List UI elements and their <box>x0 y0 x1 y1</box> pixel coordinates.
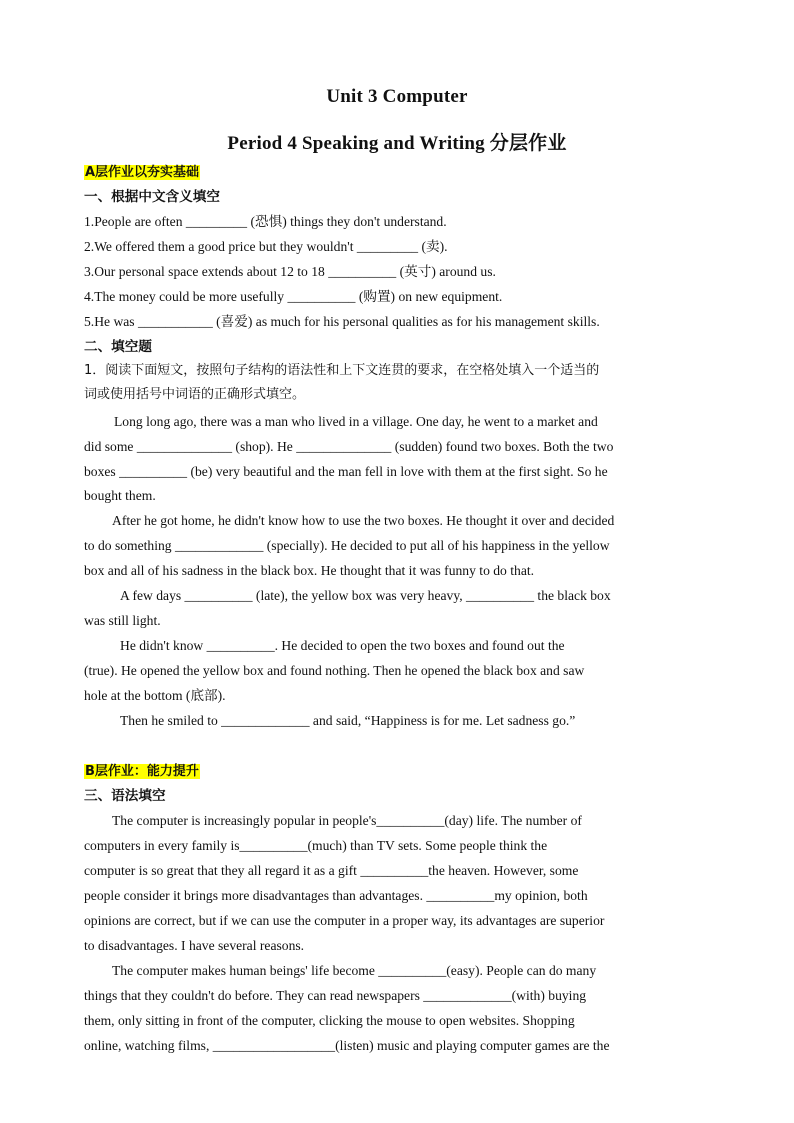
passage-b-line: computer is so great that they all regard it as a gift __________the heaven. However, some <box>84 863 579 878</box>
passage-a-line: He didn't know __________. He decided to open the two boxes and found out the <box>120 638 565 653</box>
item-5: 5.He was ___________ (喜爱) as much for his personal qualities as for his management skills. <box>84 314 600 329</box>
passage-b-line: The computer is increasingly popular in people's__________(day) life. The number of <box>112 813 582 828</box>
passage-b-line: them, only sitting in front of the computer, clicking the mouse to open websites. Shopping <box>84 1013 575 1028</box>
passage-a-line: to do something _____________ (specially). He decided to put all of his happiness in the yellow <box>84 538 610 553</box>
passage-a-line: A few days __________ (late), the yellow box was very heavy, __________ the black box <box>120 588 611 603</box>
part1-heading: 一、根据中文含义填空 <box>84 189 220 205</box>
passage-b-line: opinions are correct, but if we can use the computer in a proper way, its advantages are superior <box>84 913 605 928</box>
passage-b-line: online, watching films, __________________(listen) music and playing computer games are the <box>84 1038 610 1053</box>
page-title: Unit 3 Computer <box>326 86 468 107</box>
page-subtitle: Period 4 Speaking and Writing 分层作业 <box>227 133 567 154</box>
passage-a-line: After he got home, he didn't know how to use the two boxes. He thought it over and decided <box>112 513 615 528</box>
passage-a-line: hole at the bottom (底部). <box>84 688 226 703</box>
section-b-label: B层作业：能力提升 <box>85 764 199 779</box>
passage-a-line: was still light. <box>84 613 161 628</box>
passage-b-line: computers in every family is__________(much) than TV sets. Some people think the <box>84 838 548 853</box>
passage-a-line: bought them. <box>84 488 156 503</box>
passage-b-line: people consider it brings more disadvantages than advantages. __________my opinion, both <box>84 888 588 903</box>
passage-b-line: The computer makes human beings' life become __________(easy). People can do many <box>112 963 597 978</box>
item-4: 4.The money could be more usefully __________ (购置) on new equipment. <box>84 289 503 304</box>
item-2: 2.We offered them a good price but they wouldn't _________ (卖). <box>84 239 448 254</box>
section-b-label-row <box>84 762 710 781</box>
item-1: 1.People are often _________ (恐惧) things they don't understand. <box>84 214 447 229</box>
passage-b-line: things that they couldn't do before. They can read newspapers _____________(with) buying <box>84 988 587 1003</box>
passage-a-line: (true). He opened the yellow box and found nothing. Then he opened the black box and saw <box>84 663 585 678</box>
section-a-label: A层作业以夯实基础 <box>85 165 200 180</box>
section-a-label-row <box>84 163 710 182</box>
passage-b-line: to disadvantages. I have several reasons. <box>84 938 305 953</box>
item-3: 3.Our personal space extends about 12 to 18 __________ (英寸) around us. <box>84 264 496 279</box>
instruction-line-2: 词或使用括号中词语的正确形式填空。 <box>84 387 306 402</box>
passage-a-line: Long long ago, there was a man who lived in a village. One day, he went to a market and <box>114 414 598 429</box>
passage-a-line: boxes __________ (be) very beautiful and the man fell in love with them at the first sight. So he <box>84 464 608 479</box>
passage-a-line: box and all of his sadness in the black box. He thought that it was funny to do that. <box>84 563 535 578</box>
part2-heading: 二、填空题 <box>84 339 152 355</box>
passage-a-line: Then he smiled to _____________ and said, “Happiness is for me. Let sadness go.” <box>120 713 576 728</box>
instruction-line-1: 1．阅读下面短文，按照句子结构的语法性和上下文连贯的要求，在空格处填入一个适当的 <box>84 363 600 378</box>
part3-heading: 三、语法填空 <box>84 788 166 804</box>
passage-a-line: did some ______________ (shop). He ______________ (sudden) found two boxes. Both the two <box>84 439 614 454</box>
